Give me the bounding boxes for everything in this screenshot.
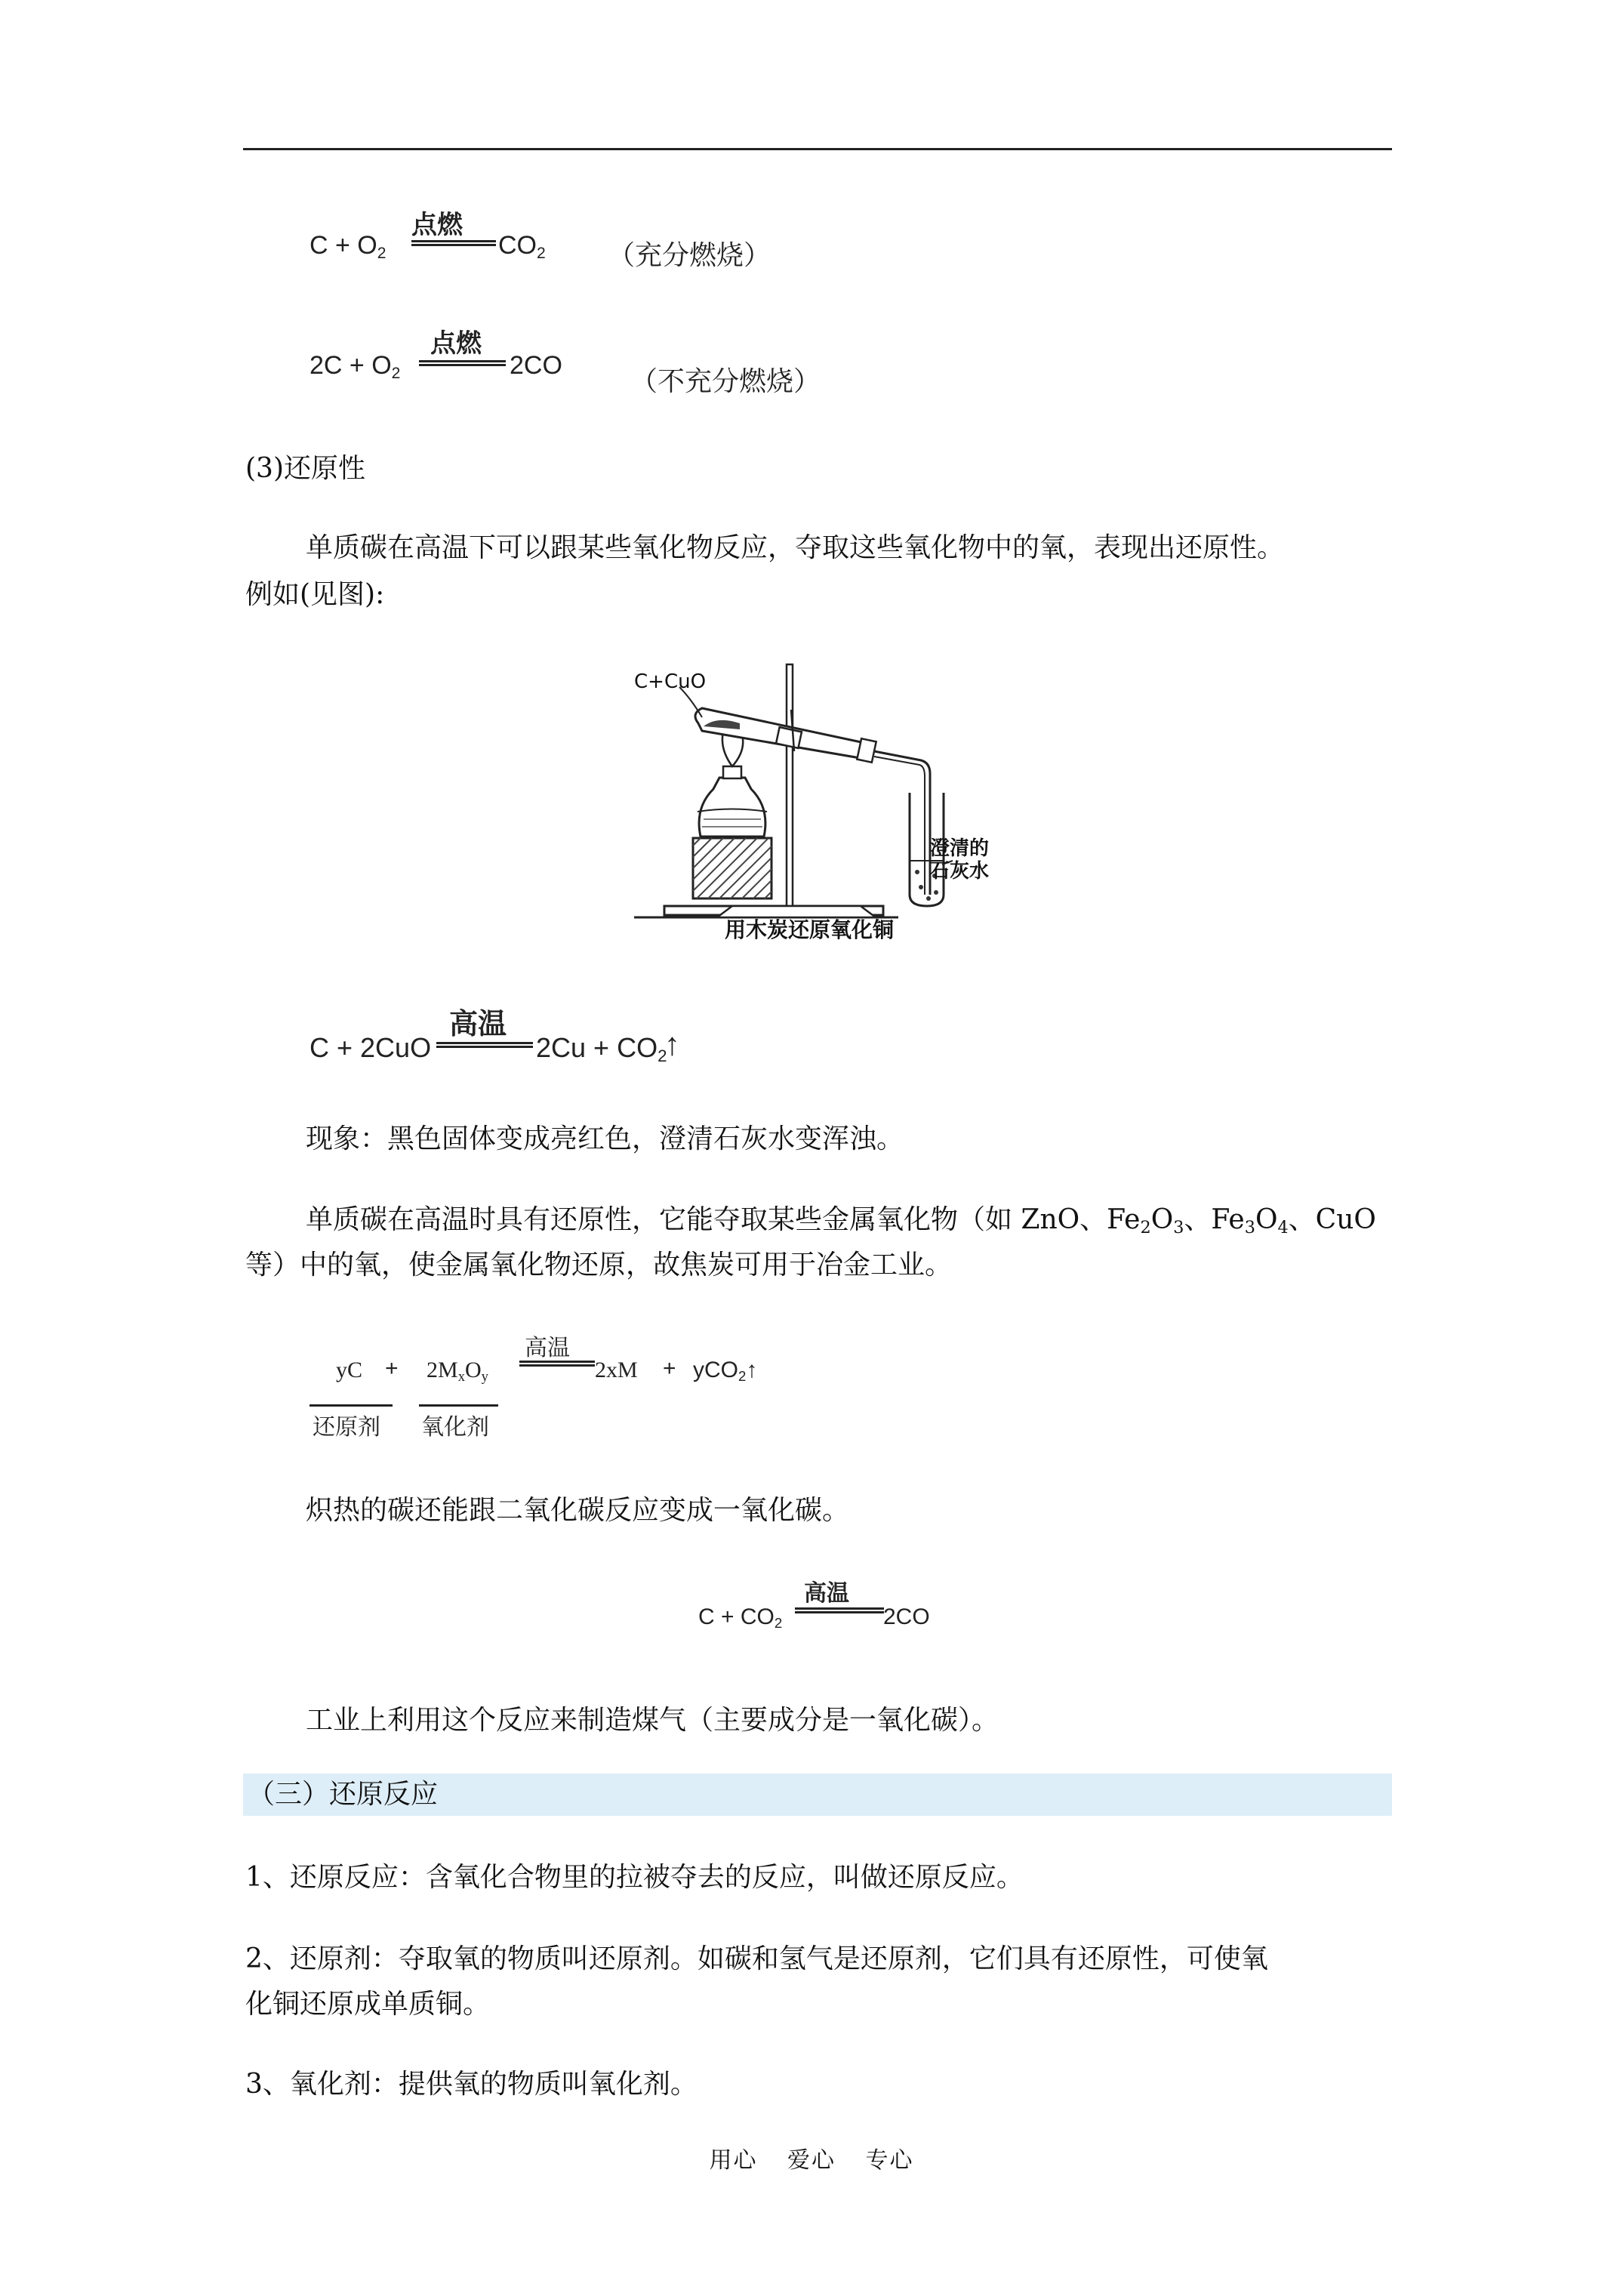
eq1-double-line xyxy=(411,240,496,246)
page-footer: 用心 爱心 专心 xyxy=(709,2147,914,2174)
eq3-double-line xyxy=(436,1042,533,1048)
figure-caption: 用木炭还原氧化铜 xyxy=(725,917,895,942)
eq2-double-line xyxy=(419,360,506,366)
apparatus-figure xyxy=(619,657,1027,963)
eq4-condition: 高温 xyxy=(525,1335,570,1361)
eq1-condition: 点燃 xyxy=(411,210,463,240)
paragraph-reducibility-line2: 例如(见图): xyxy=(245,579,385,610)
definition-reduction-reaction: 1、还原反应：含氧化合物里的拉被夺去的反应，叫做还原反应。 xyxy=(245,1862,1024,1893)
eq4-double-line xyxy=(519,1361,595,1367)
eq1-left: C + O xyxy=(310,231,377,260)
figure-label-limewater-2: 石灰水 xyxy=(930,860,990,883)
eq5-condition: 高温 xyxy=(804,1580,849,1607)
definition-reducing-agent-line1: 2、还原剂：夺取氧的物质叫还原剂。如碳和氢气是还原剂，它们具有还原性，可使氧 xyxy=(245,1943,1268,1974)
equation-general-reduction: yC + $2M_xO_y$ 高温 2xM + yCO$_2$↑ 还原剂 氧化剂 xyxy=(310,1329,838,1435)
paragraph-hot-carbon: 炽热的碳还能跟二氧化碳反应变成一氧化碳。 xyxy=(306,1495,850,1526)
eq5-right: 2CO xyxy=(883,1604,930,1629)
eq1-right: CO xyxy=(498,231,537,260)
eq3-right: 2Cu + CO xyxy=(536,1032,658,1063)
equation-carbon-co2: $C + CO_2$ 高温 2CO xyxy=(698,1574,940,1642)
eq2-left: 2C + O xyxy=(310,351,392,380)
eq4-yco2: yCO xyxy=(693,1358,738,1382)
eq5-left: C + CO xyxy=(698,1604,775,1629)
eq4-2xm: 2xM xyxy=(595,1358,638,1382)
eq4-yc: yC xyxy=(336,1358,363,1382)
figure-label-limewater-1: 澄清的 xyxy=(930,837,990,860)
header-rule xyxy=(243,148,1392,150)
eq4-underline-reductant xyxy=(310,1404,393,1407)
eq2-note: （不充分燃烧） xyxy=(630,366,821,397)
eq4-underline-oxidant xyxy=(419,1404,498,1407)
equation-carbon-reduces-cuo: C + 2CuO 高温 $2Cu + CO_2$ ↑ xyxy=(310,1000,762,1076)
paragraph-metal-oxides-line2: 等）中的氧，使金属氧化物还原，故焦炭可用于冶金工业。 xyxy=(245,1250,953,1281)
definition-oxidizing-agent: 3、氧化剂：提供氧的物质叫氧化剂。 xyxy=(245,2069,698,2100)
eq1-note: （充分燃烧） xyxy=(608,240,771,271)
paragraph-metal-oxides-line1: 单质碳在高温时具有还原性，它能夺取某些金属氧化物（如 ZnO、$Fe_2O_3$、$Fe_3O_4$、CuO xyxy=(306,1204,1376,1238)
eq5-double-line xyxy=(795,1607,884,1613)
heading-reducibility: (3)还原性 xyxy=(245,453,365,484)
eq3-condition: 高温 xyxy=(449,1007,507,1040)
eq4-plus-1: + xyxy=(385,1356,399,1381)
paragraph-water-gas: 工业上利用这个反应来制造煤气（主要成分是一氧化碳）。 xyxy=(306,1705,999,1736)
eq4-plus-2: + xyxy=(663,1356,676,1381)
eq2-condition: 点燃 xyxy=(430,328,482,359)
eq4-label-reductant: 还原剂 xyxy=(313,1414,380,1441)
eq4-label-oxidant: 氧化剂 xyxy=(421,1414,489,1441)
section-title: （三）还原反应 xyxy=(248,1779,439,1810)
eq3-up-arrow: ↑ xyxy=(664,1026,680,1062)
definition-reducing-agent-line2: 化铜还原成单质铜。 xyxy=(245,1989,491,2020)
figure-label-reactant: C+CuO xyxy=(634,670,707,693)
eq4-2m: 2M xyxy=(427,1358,458,1382)
equation-complete-combustion: $C + O_2$ 点燃 $CO_2$ （充分燃烧） xyxy=(310,204,898,272)
eq3-left: C + 2CuO xyxy=(310,1032,432,1063)
phenomenon-text: 现象：黑色固体变成亮红色，澄清石灰水变浑浊。 xyxy=(306,1123,904,1154)
eq2-right: 2CO xyxy=(510,351,562,380)
paragraph-reducibility-line1: 单质碳在高温下可以跟某些氧化物反应，夺取这些氧化物中的氧，表现出还原性。 xyxy=(306,532,1285,563)
equation-incomplete-combustion: $2C + O_2$ 点燃 2CO （不充分燃烧） xyxy=(310,321,913,396)
